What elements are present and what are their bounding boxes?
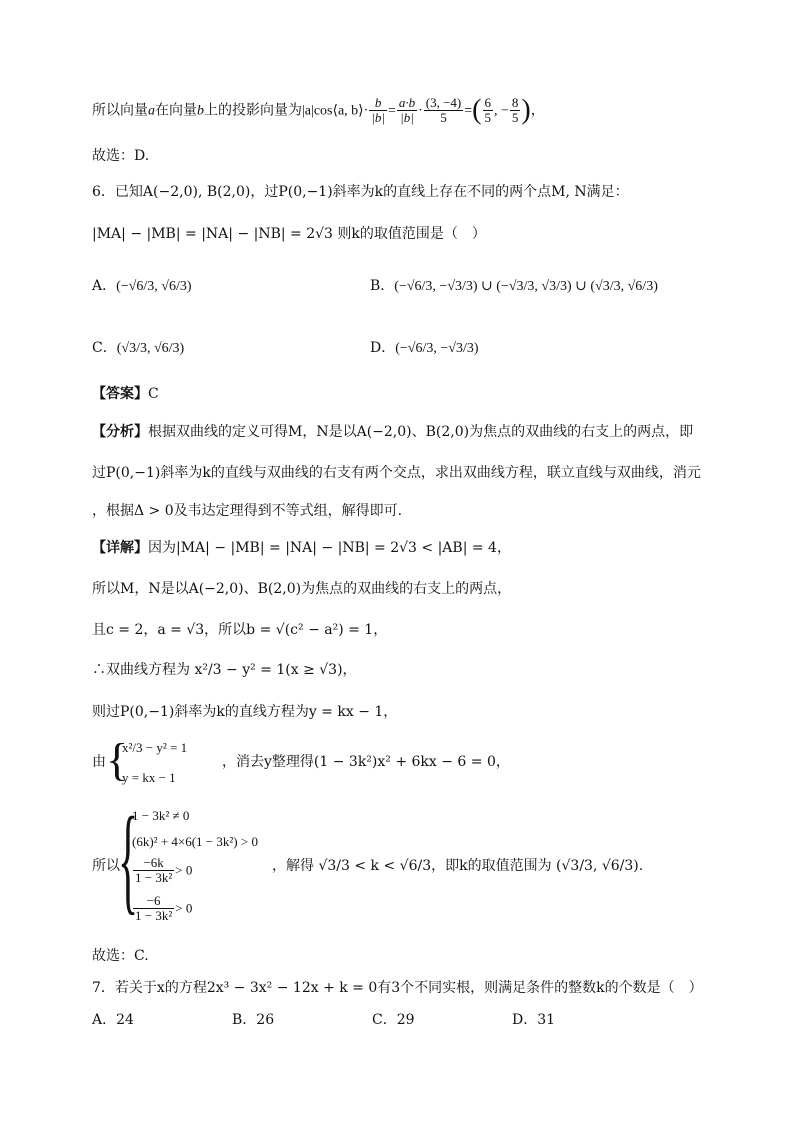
projection-result-x: $\frac{6}{5}$ bbox=[484, 95, 491, 125]
q6-option-b: B．(−√6/3, −√3/3) ∪ (−√3/3, √3/3) ∪ (√3/3, √6/3) bbox=[370, 278, 658, 294]
analysis-line2: 过P(0,−1)斜率为k的直线与双曲线的右支有两个交点，求出双曲线方程，联立直线与双曲线，消元 bbox=[92, 465, 701, 481]
detail-text-1: 因为|MA| − |MB| = |NA| − |NB| = 2√3 < |AB| = 4， bbox=[148, 540, 511, 556]
q7-line bbox=[92, 978, 703, 998]
q6-line1 bbox=[92, 182, 629, 202]
system2-prefix: 所以 bbox=[92, 858, 120, 874]
system1-suffix: ，消去y整理得(1 − 3k²)x² + 6kx − 6 = 0， bbox=[222, 754, 510, 770]
vector-a: a bbox=[148, 103, 155, 119]
projection-frac1: $\frac{b}{|b|}$ bbox=[371, 95, 385, 125]
projection-prefix: 所以向量 bbox=[92, 102, 148, 119]
q6-option-c: C．(√3/3, √6/3) bbox=[92, 340, 185, 356]
answer-final: 故选：C. bbox=[92, 948, 149, 964]
projection-tail: ， bbox=[530, 102, 545, 119]
analysis-line3: ，根据Δ > 0及韦达定理得到不等式组，解得即可. bbox=[92, 503, 403, 519]
q6-option-a: A．(−√6/3, √6/3) bbox=[92, 278, 192, 294]
q7-option-c: C．29 bbox=[372, 1012, 415, 1028]
projection-result-y: $\frac{8}{5}$ bbox=[511, 95, 519, 125]
answer-tag: 【答案】 bbox=[92, 386, 148, 402]
q7-option-d: D．31 bbox=[512, 1012, 556, 1028]
projection-mid2: 上的投影向量为 bbox=[204, 102, 302, 119]
q6-number: 6． bbox=[92, 184, 115, 200]
answer-line bbox=[92, 384, 159, 404]
projection-mid1: 在向量 bbox=[155, 102, 197, 119]
projection-frac3: $\frac{(3, -4)}{5}$ bbox=[425, 95, 462, 125]
system2-suffix: ，解得 √3/3 < k < √6/3，即k的取值范围为 (√3/3, √6/3). bbox=[272, 858, 644, 874]
vector-b: b bbox=[197, 103, 204, 119]
system2-row3: $\frac{-6k}{\text{1 − 3k²}}$ > 0 bbox=[135, 855, 193, 885]
system2-brace: { bbox=[118, 792, 139, 925]
projection-eq2: = bbox=[464, 103, 473, 119]
system2-row4: $\frac{-6}{\text{1 − 3k²}}$ > 0 bbox=[135, 893, 193, 923]
system2-row2: (6k)² + 4×6(1 − 3k²) > 0 bbox=[132, 834, 258, 849]
detail-line5: 则过P(0,−1)斜率为k的直线方程为y = kx − 1， bbox=[92, 704, 398, 720]
analysis-line1 bbox=[92, 422, 693, 442]
system1-prefix: 由 bbox=[92, 754, 106, 770]
detail-line3: 且c = 2，a = √3，所以b = √(c² − a²) = 1， bbox=[92, 622, 388, 638]
projection-dot: · bbox=[418, 103, 423, 119]
q7-number: 7． bbox=[92, 980, 115, 996]
q6-line2: |MA| − |MB| = |NA| − |NB| = 2√3 则k的取值范围是（ ） bbox=[92, 226, 486, 242]
analysis-text-1: 根据双曲线的定义可得M，N是以A(−2,0)、B(2,0)为焦点的双曲线的右支上的两点，即 bbox=[148, 424, 694, 440]
detail-tag: 【详解】 bbox=[92, 540, 148, 556]
system1-brace: { bbox=[106, 734, 129, 785]
answer-previous: 故选：D. bbox=[92, 148, 150, 164]
detail-line2: 所以M，N是以A(−2,0)、B(2,0)为焦点的双曲线的右支上的两点， bbox=[92, 581, 512, 597]
projection-line: 所以向量a在向量b上的投影向量为|a|cos⟨a, b⟩· $\frac{b}{|b|}$ = $\frac{a\cdot b}{|b|}$ · $\frac{(3, -4)}{5}$ =( $\frac{6}{5}$ , − $\frac{8}{5}$ )， bbox=[92, 94, 545, 126]
system1-row2: y = kx − 1 bbox=[122, 770, 176, 785]
q7-option-a: A．24 bbox=[92, 1012, 134, 1028]
system1-row1: x²/3 − y² = 1 bbox=[122, 740, 188, 755]
q7-stem: 若关于x的方程2x³ − 3x² − 12x + k = 0有3个不同实根，则满足条件的整数k的个数是（ ） bbox=[114, 980, 703, 996]
q6-option-d: D．(−√6/3, −√3/3) bbox=[370, 340, 479, 356]
system2-row1: 1 − 3k² ≠ 0 bbox=[132, 808, 190, 823]
detail-line1 bbox=[92, 538, 511, 558]
projection-eq: = bbox=[387, 103, 396, 119]
detail-line4: ∴双曲线方程为 x²/3 − y² = 1(x ≥ √3)， bbox=[92, 662, 357, 678]
projection-frac2: $\frac{a\cdot b}{|b|}$ bbox=[398, 95, 416, 125]
q7-option-b: B．26 bbox=[232, 1012, 275, 1028]
answer-value: C bbox=[148, 386, 159, 402]
q6-stem-1: 已知A(−2,0), B(2,0)，过P(0,−1)斜率为k的直线上存在不同的两个点M, N满足： bbox=[114, 184, 629, 200]
analysis-tag: 【分析】 bbox=[92, 424, 148, 440]
projection-expr1: |a|cos⟨a, b⟩· bbox=[302, 103, 369, 119]
